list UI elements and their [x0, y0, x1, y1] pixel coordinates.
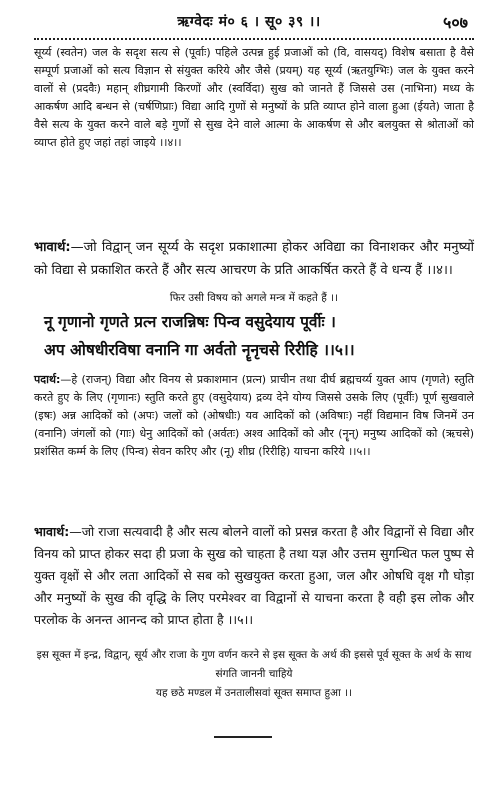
- mantra-line-2: अप ओषधीरविषा वनानि गा अर्वतो नॄनृचसे रिरीहि ।।५।।: [44, 341, 355, 359]
- page-number: ५०७: [443, 13, 468, 32]
- bhavartha-text: —जो राजा सत्यवादी है और सत्य बोलने वालों को प्रसन्न करता है और विद्वानों से विद्या और विनय को प्राप्त होकर सदा ही प्रजा के सुख को चाहता है तथा यज्ञ और उत्तम सुगन्धित फल पुष्प से युक्त वृक्षों से और लता आदिकों से सब को सुखयुक्त करता हुआ, जल और ओषधि वृक्ष गौ घोड़ा और मनुष्यों के सुख की वृद्धि के लिए परमेश्वर वा विद्वानों से याचना करता है वही इस लोक और परलोक के अनन्त आनन्द को प्राप्त होता है ।।५।।: [34, 524, 474, 627]
- sukta-closing: [34, 646, 474, 703]
- header-divider: [34, 38, 474, 40]
- padartha-label: पदार्थ:: [34, 373, 61, 386]
- bhavartha-4: [34, 236, 474, 282]
- closing-statement: यह छठे मण्डल में उनतालीसवां सूक्त समाप्त हुआ ।।: [155, 687, 353, 699]
- mantra-line-1: नू गृणानो गृणते प्रत्न राजन्निषः पिन्व वसुदेयाय पूर्वीः ।: [44, 313, 336, 331]
- padartha-5: [34, 371, 474, 461]
- closing-note: इस सूक्त में इन्द्र, विद्वान्, सूर्य और राजा के गुण वर्णन करने से इस सूक्त के अर्थ की इससे पूर्व सूक्त के अर्थ के साथ संगति जाननी चाहिये: [36, 649, 472, 680]
- end-divider: [214, 736, 272, 738]
- bhavartha-text: —जो विद्वान् जन सूर्य्य के सदृश प्रकाशात्मा होकर अविद्या का विनाशकर और मनुष्यों को विद्या से प्रकाशित करते हैं और सत्य आचरण के प्रति आकर्षित करते हैं वे धन्य हैं ।।४।।: [34, 240, 474, 278]
- running-title: ऋग्वेदः मं० ६ । सू० ३९ ।।: [177, 14, 321, 30]
- next-mantra-intro: फिर उसी विषय को अगले मन्त्र में कहते हैं ।।: [169, 292, 339, 304]
- padartha-text: —हे (राजन्) विद्या और विनय से प्रकाशमान (प्रत्न) प्राचीन तथा दीर्घ ब्रह्मचर्य्य युक्त आप (गृणते) स्तुति करते हुए के लिए (गृणानः) स्तुति करते हुए (वसुदेयाय) द्रव्य देने योग्य जिससे उसके लिए (पूर्वीः) पूर्ण सुखवाले (इषः) अन्न आदिकों को (अपः) जलों को (ओषधीः) यव आदिकों को (अविषाः) नहीं विद्यमान विष जिनमें उन (वनानि) जंगलों को (गाः) धेनु आदिकों को (अर्वतः) अश्व आदिकों को और (नॄन्) मनुष्य आदिकों को (ऋचसे) प्रशंसित कर्म्म के लिए (पिन्व) सेवन करिए और (नू) शीघ्र (रिरीहि) याचना करिये ।।५।।: [34, 373, 474, 458]
- bhavartha-label: भावार्थ:: [34, 524, 70, 539]
- bhavartha-label: भावार्थ:: [34, 240, 71, 255]
- commentary-paragraph-4: सूर्य्य (स्वतेन) जल के सदृश सत्य से (पूर्वाः) पहिले उत्पन्न हुई प्रजाओं को (वि, वासयद्) विशेष बसाता है वैसे सम्पूर्ण प्रजाओं को सत्य विज्ञान से संयुक्त करिये और जैसे (प्रयम्) यह सूर्य्य (ऋतयुग्भिः) जल के युक्त करने वालों से (प्रदवैः) महान् शीघ्रगामी किरणों और (स्वर्विदा) सुख को जानते हैं जिससे उस (नाभिना) मध्य के आकर्षण आदि बन्धन से (चर्षणिप्राः) विद्या आदि गुणों से मनुष्यों के प्रति व्याप्त होने वाला हुआ (ईयते) जाता है वैसे सत्य के युक्त करने वाले बड़े गुणों से सुख देने वाले आत्मा के आकर्षण से और बलयुक्त से श्रोताओं को व्याप्त होते हुए जहां तहां जाइये ।।४।।: [34, 46, 474, 149]
- page-header: [0, 6, 498, 40]
- bhavartha-5: [34, 521, 474, 631]
